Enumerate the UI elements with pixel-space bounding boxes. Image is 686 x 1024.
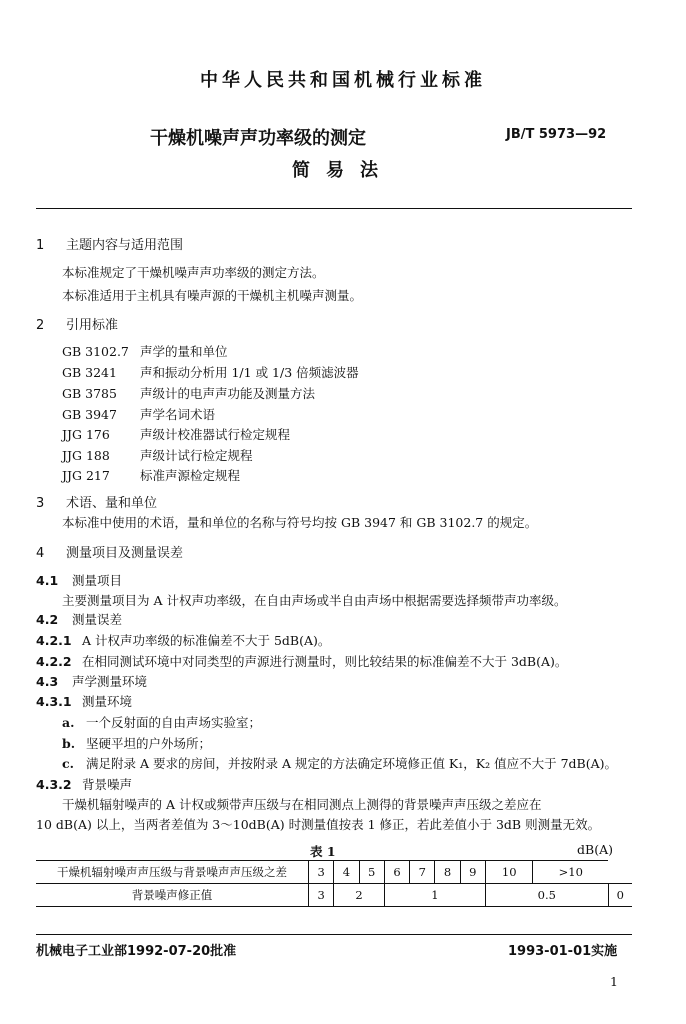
correction-table	[36, 860, 632, 907]
table-cell: 9	[460, 861, 485, 884]
list-marker: c.	[62, 756, 74, 771]
section-number: 4.2	[36, 612, 59, 627]
section-title: 背景噪声	[82, 777, 133, 792]
clause	[36, 652, 567, 670]
reference-item	[62, 405, 215, 423]
section-number: 1	[36, 238, 45, 253]
table-cell: 10	[485, 861, 532, 884]
clause	[36, 631, 330, 649]
section-title: 引用标准	[66, 318, 119, 333]
reference-code: GB 3947	[62, 407, 117, 422]
list-text: 一个反射面的自由声场实验室；	[86, 715, 262, 730]
section-title: 测量环境	[82, 694, 133, 709]
footer-rule	[36, 934, 632, 935]
table-cell: 0.5	[485, 884, 608, 907]
subsection-heading	[36, 610, 122, 628]
reference-name: 声学名词术语	[140, 407, 216, 422]
paragraph: 主要测量项目为 A 计权声功率级，在自由声场或半自由声场中根据需要选择频带声功率级。	[62, 593, 567, 608]
section-number: 4	[36, 546, 45, 561]
list-text: 坚硬平坦的户外场所；	[86, 736, 212, 751]
reference-name: 声级计校准器试行检定规程	[140, 427, 291, 442]
reference-item	[62, 466, 240, 484]
list-marker: b.	[62, 736, 76, 751]
reference-code: JJG 217	[62, 468, 110, 483]
table-cell: 8	[435, 861, 460, 884]
table-cell: 2	[334, 884, 385, 907]
reference-item	[62, 384, 315, 402]
section-title: 主题内容与适用范围	[66, 238, 184, 253]
table-caption: 表 1	[310, 844, 336, 859]
paragraph: 本标准规定了干燥机噪声声功率级的测定方法。	[62, 265, 325, 280]
reference-name: 声学的量和单位	[140, 344, 228, 359]
approval-date: 机械电子工业部1992-07-20批准	[36, 944, 237, 959]
paragraph: 本标准中使用的术语，量和单位的名称与符号均按 GB 3947 和 GB 3102.7 的规定。	[62, 515, 538, 530]
list-item	[62, 713, 261, 731]
subsection-heading	[36, 692, 132, 710]
reference-code: JJG 188	[62, 448, 110, 463]
section-number: 4.2.1	[36, 633, 72, 648]
reference-item	[62, 363, 359, 381]
row-label: 背景噪声修正值	[36, 884, 309, 907]
section-title: 测量误差	[72, 612, 123, 627]
paragraph: 10 dB(A) 以上，当两者差值为 3～10dB(A) 时测量值按表 1 修正，若此差值小于 3dB 则测量无效。	[36, 817, 601, 832]
list-marker: a.	[62, 715, 75, 730]
section-title: 术语、量和单位	[66, 496, 158, 511]
reference-code: GB 3102.7	[62, 344, 129, 359]
reference-code: JJG 176	[62, 427, 110, 442]
paragraph: 本标准适用于主机具有噪声源的干燥机主机噪声测量。	[62, 288, 363, 303]
reference-item	[62, 425, 290, 443]
section-2-heading	[36, 314, 118, 333]
section-number: 4.3.2	[36, 777, 72, 792]
document-subtitle: 简易法	[292, 160, 394, 181]
page-number: 1	[610, 974, 618, 989]
clause-text: 在相同测试环境中对同类型的声源进行测量时，则比较结果的标准偏差不大于 3dB(A)。	[82, 654, 568, 669]
table-cell: 7	[410, 861, 435, 884]
clause-text: A 计权声功率级的标准偏差不大于 5dB(A)。	[82, 633, 331, 648]
table-cell: 4	[334, 861, 359, 884]
list-item	[62, 734, 211, 752]
table-cell: 1	[384, 884, 485, 907]
effective-date: 1993-01-01实施	[508, 944, 618, 959]
section-number: 4.3.1	[36, 694, 72, 709]
list-text: 满足附录 A 要求的房间，并按附录 A 规定的方法确定环境修正值 K₁，K₂ 值应不大于 7dB(A)。	[86, 756, 617, 771]
table-cell: 6	[384, 861, 409, 884]
section-title: 测量项目	[72, 573, 123, 588]
section-number: 4.3	[36, 674, 59, 689]
reference-name: 声级计试行检定规程	[140, 448, 253, 463]
reference-item	[62, 446, 253, 464]
table-cell: 3	[309, 884, 334, 907]
subsection-heading	[36, 672, 147, 690]
section-number: 3	[36, 496, 45, 511]
section-title: 测量项目及测量误差	[66, 546, 184, 561]
section-1-heading	[36, 234, 183, 253]
reference-name: 标准声源检定规程	[140, 468, 241, 483]
table-cell: 5	[359, 861, 384, 884]
reference-item	[62, 342, 228, 360]
header-rule	[36, 208, 632, 209]
list-item	[62, 754, 617, 772]
section-number: 2	[36, 318, 45, 333]
row-label: 干燥机辐射噪声声压级与背景噪声声压级之差	[36, 861, 309, 884]
section-title: 声学测量环境	[72, 674, 148, 689]
table-row	[36, 861, 632, 884]
table-cell: 0	[608, 884, 632, 907]
table-unit: dB(A)	[577, 842, 613, 857]
table-cell: >10	[533, 861, 608, 884]
section-3-heading	[36, 492, 157, 511]
paragraph: 干燥机辐射噪声的 A 计权或频带声压级与在相同测点上测得的背景噪声声压级之差应在	[62, 797, 542, 812]
section-4-heading	[36, 542, 183, 561]
subsection-heading	[36, 571, 122, 589]
standard-header: 中华人民共和国机械行业标准	[200, 70, 486, 91]
table-row	[36, 884, 632, 907]
reference-name: 声级计的电声声功能及测量方法	[140, 386, 316, 401]
reference-code: GB 3785	[62, 386, 117, 401]
reference-name: 声和振动分析用 1/1 或 1/3 倍频滤波器	[140, 365, 359, 380]
subsection-heading	[36, 775, 132, 793]
table-cell: 3	[309, 861, 334, 884]
document-title: 干燥机噪声声功率级的测定	[150, 128, 366, 149]
standard-code: JB/T 5973—92	[506, 127, 607, 142]
reference-code: GB 3241	[62, 365, 117, 380]
section-number: 4.1	[36, 573, 59, 588]
section-number: 4.2.2	[36, 654, 72, 669]
